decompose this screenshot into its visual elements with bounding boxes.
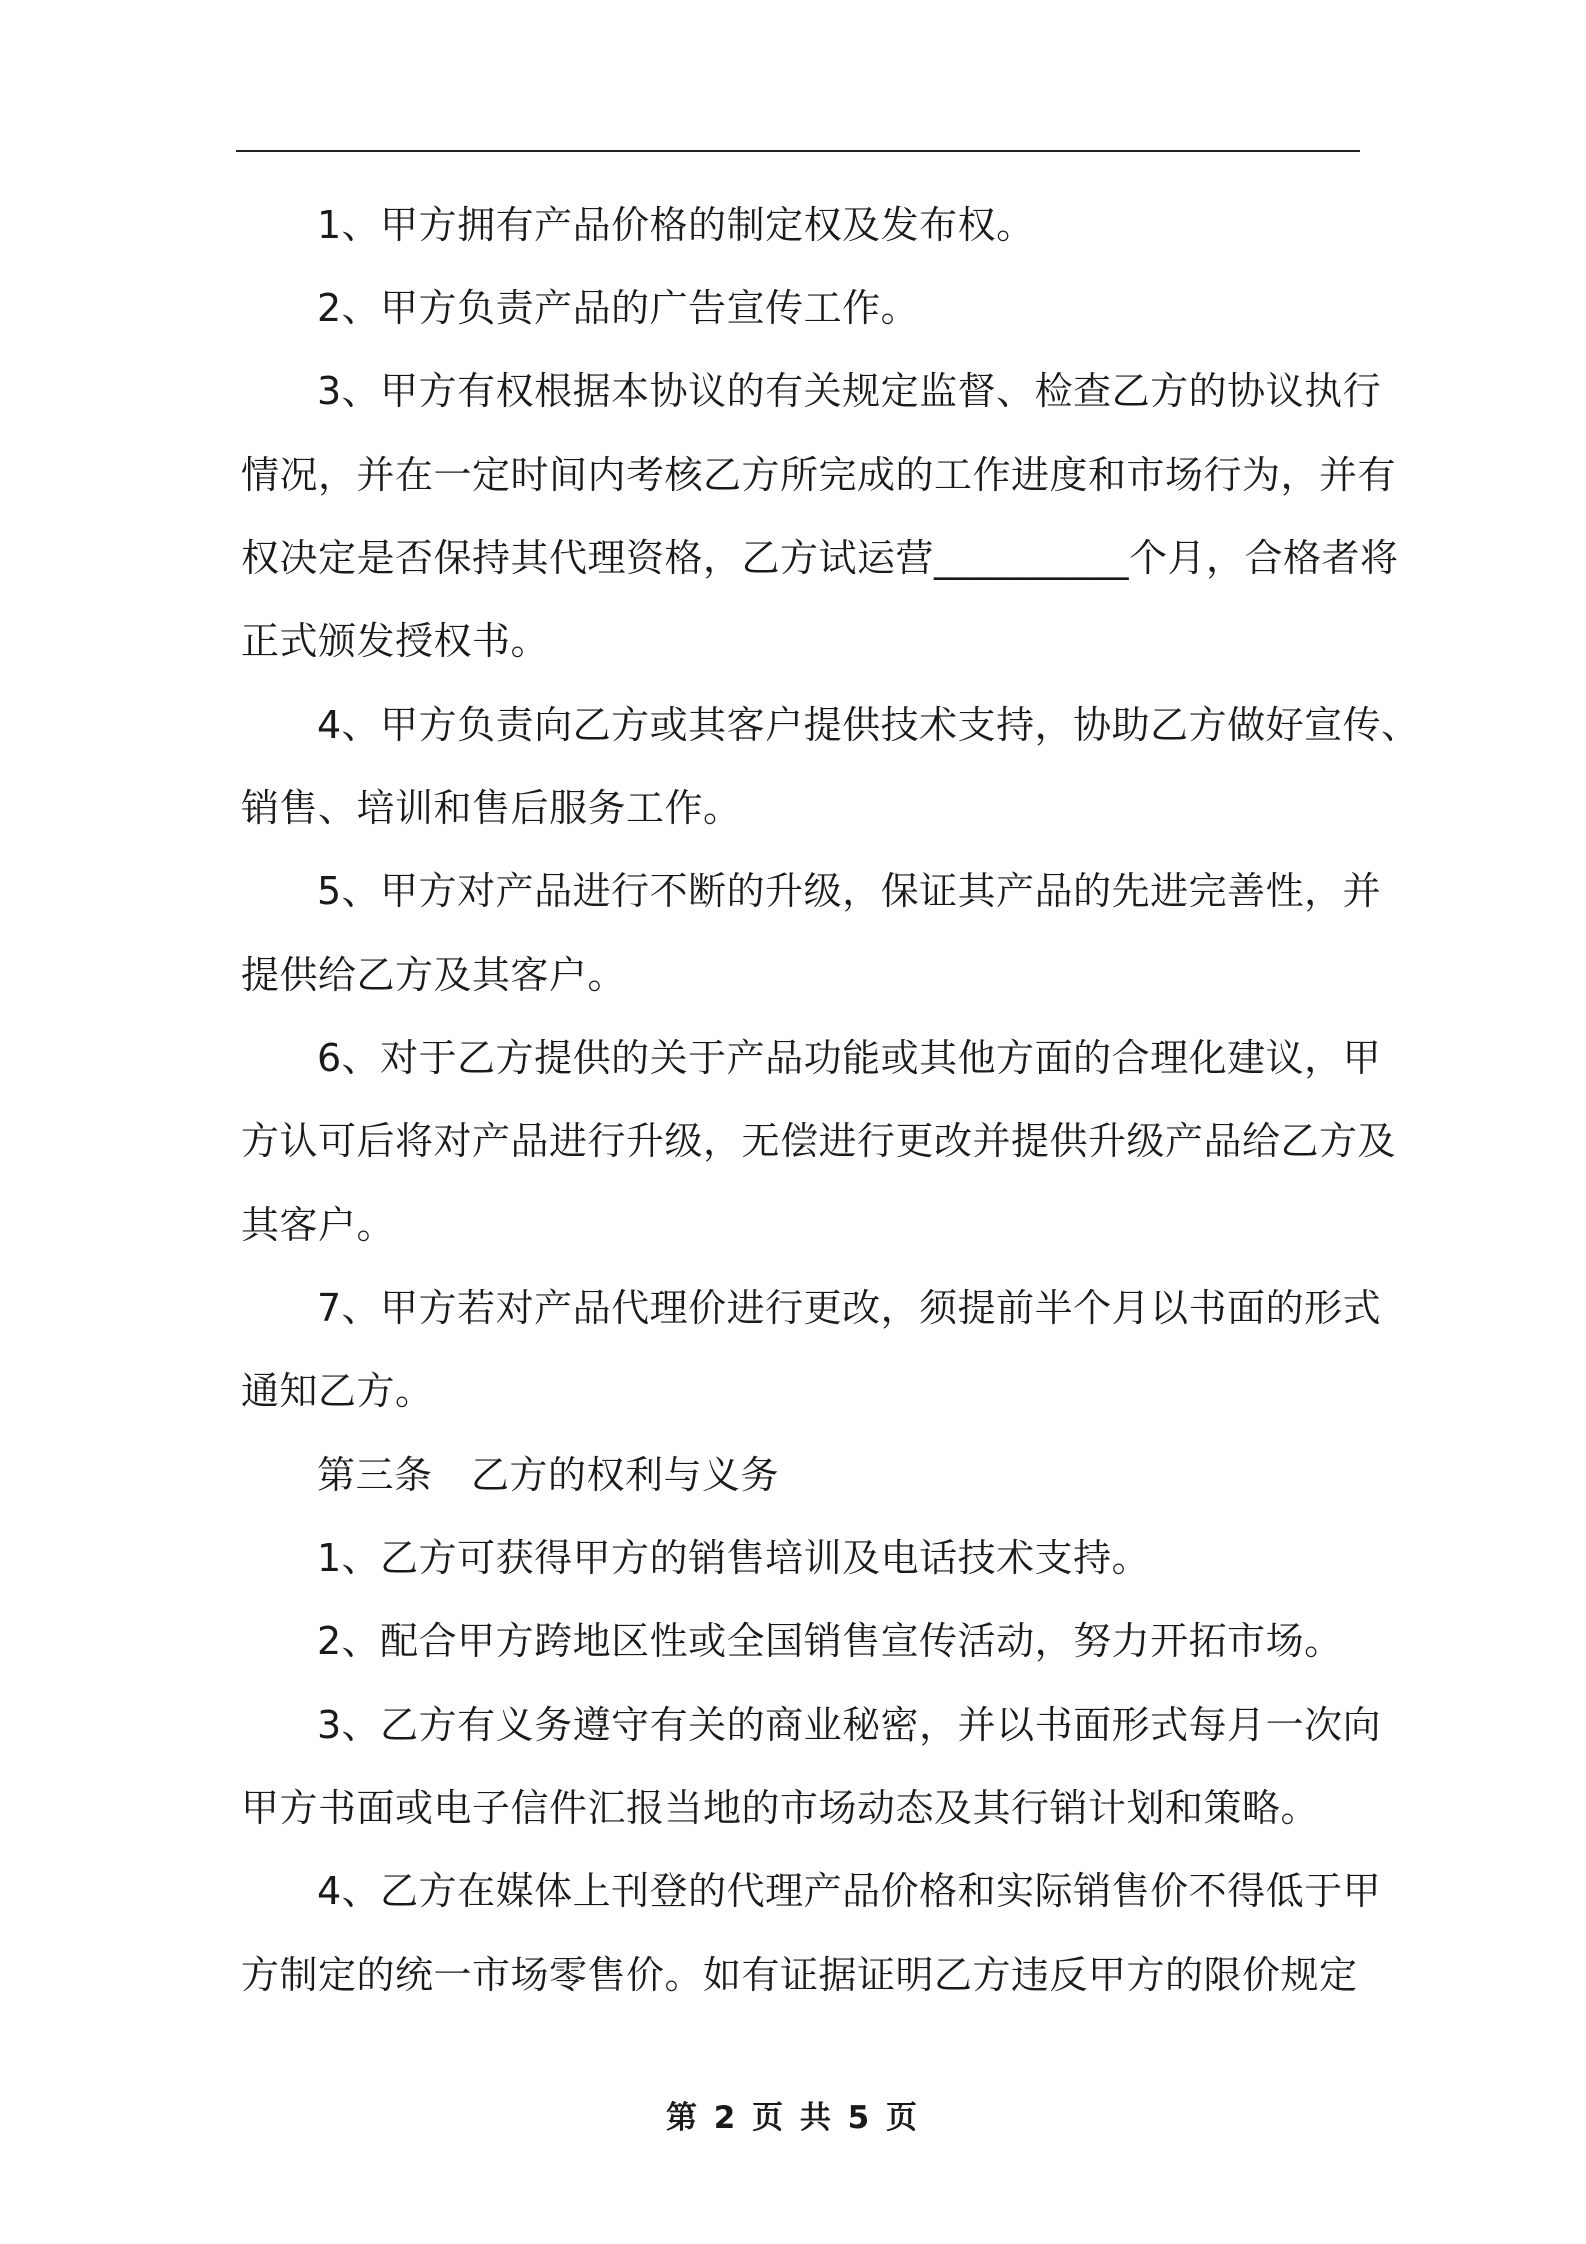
paragraph-line: 销售、培训和售后服务工作。: [241, 786, 742, 830]
paragraph-line: 4、乙方在媒体上刊登的代理产品价格和实际销售价不得低于甲: [317, 1869, 1382, 1913]
paragraph-line: 5、甲方对产品进行不断的升级，保证其产品的先进完善性，并: [317, 869, 1382, 913]
paragraph-line: 7、甲方若对产品代理价进行更改，须提前半个月以书面的形式: [317, 1286, 1382, 1330]
paragraph-line: 甲方书面或电子信件汇报当地的市场动态及其行销计划和策略。: [241, 1786, 1320, 1830]
paragraph-line: 1、乙方可获得甲方的销售培训及电话技术支持。: [317, 1536, 1151, 1580]
paragraph-line: 方制定的统一市场零售价。如有证据证明乙方违反甲方的限价规定: [241, 1953, 1358, 1997]
paragraph-line: 2、甲方负责产品的广告宣传工作。: [317, 286, 920, 330]
paragraph-line: 情况，并在一定时间内考核乙方所完成的工作进度和市场行为，并有: [241, 453, 1397, 497]
paragraph-line: 6、对于乙方提供的关于产品功能或其他方面的合理化建议，甲: [317, 1036, 1382, 1080]
page-number-footer: 第 2 页 共 5 页: [665, 2100, 921, 2136]
paragraph-line: 3、甲方有权根据本协议的有关规定监督、检查乙方的协议执行: [317, 369, 1382, 413]
paragraph-line: 通知乙方。: [241, 1369, 434, 1413]
header-rule: [236, 150, 1360, 152]
paragraph-line: 3、乙方有义务遵守有关的商业秘密，并以书面形式每月一次向: [317, 1703, 1382, 1747]
paragraph-line: 提供给乙方及其客户。: [241, 953, 627, 997]
paragraph-line: 方认可后将对产品进行升级，无偿进行更改并提供升级产品给乙方及: [241, 1119, 1397, 1163]
paragraph-line: 权决定是否保持其代理资格，乙方试运营__________个月，合格者将: [241, 536, 1399, 580]
paragraph-line: 其客户。: [241, 1203, 396, 1247]
paragraph-line: 正式颁发授权书。: [241, 619, 550, 663]
paragraph-line: 4、甲方负责向乙方或其客户提供技术支持，协助乙方做好宣传、: [317, 703, 1420, 747]
section-heading: 第三条 乙方的权利与义务: [317, 1453, 780, 1497]
paragraph-line: 2、配合甲方跨地区性或全国销售宣传活动，努力开拓市场。: [317, 1619, 1343, 1663]
paragraph-line: 1、甲方拥有产品价格的制定权及发布权。: [317, 203, 1035, 247]
